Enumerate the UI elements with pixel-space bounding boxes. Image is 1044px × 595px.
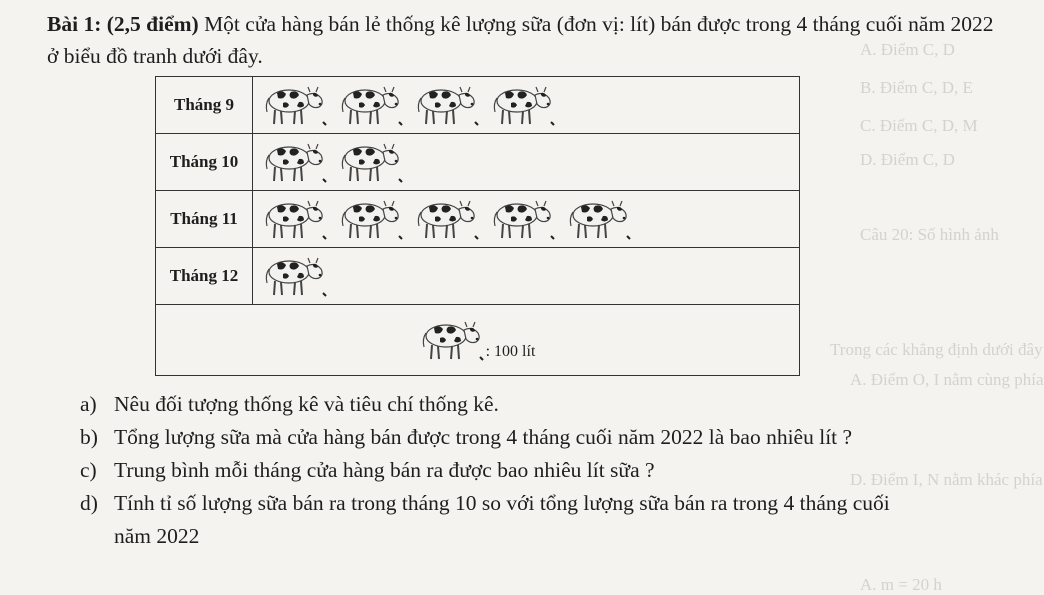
- cow-icon: [415, 82, 479, 128]
- pictograph-row: [156, 134, 800, 191]
- problem-text: Một cửa hàng bán lẻ thống kê lượng sữa (đơn vị: lít) bán được trong 4 tháng cuối năm 2022 ở biểu đồ tranh dưới đây.: [47, 12, 994, 68]
- key-label: : 100 lít: [485, 342, 536, 360]
- question-letter: c): [80, 458, 97, 482]
- month-label: Tháng 12: [156, 248, 253, 305]
- cow-icons-cell: [253, 248, 800, 305]
- pictograph-key-row: [156, 305, 800, 376]
- cow-icons-cell: [253, 191, 800, 248]
- bleed-through-text: A. m = 20 h: [860, 575, 942, 594]
- question-letter: b): [80, 425, 98, 449]
- bleed-through-text: Trong các khẳng định dưới đây: [830, 340, 1043, 359]
- month-label: Tháng 10: [156, 134, 253, 191]
- question-text: Tính tỉ số lượng sữa bán ra trong tháng 10 so với tổng lượng sữa bán ra trong 4 tháng cuối năm 2022: [114, 491, 890, 548]
- question-item: [80, 487, 920, 553]
- cow-icon: [339, 139, 403, 185]
- cow-icon: [263, 82, 327, 128]
- pictograph-table: [155, 76, 800, 376]
- cow-icons-cell: [253, 134, 800, 191]
- question-letter: a): [80, 392, 97, 416]
- cow-icon: [263, 139, 327, 185]
- question-text: Trung bình mỗi tháng cửa hàng bán ra được bao nhiêu lít sữa ?: [114, 458, 655, 482]
- cow-icon: [339, 196, 403, 242]
- question-list: [80, 388, 920, 553]
- bleed-through-text: Câu 20: Số hình ảnh: [860, 225, 999, 244]
- cow-icons-cell: [253, 77, 800, 134]
- pictograph-row: [156, 248, 800, 305]
- question-text: Nêu đối tượng thống kê và tiêu chí thống kê.: [114, 392, 499, 416]
- bleed-through-text: A. Điểm C, D: [860, 40, 955, 59]
- pictograph-key: [156, 305, 800, 376]
- bleed-through-text: D. Điểm I, N nằm khác phía: [850, 470, 1043, 489]
- question-item: [80, 454, 920, 487]
- month-label: Tháng 9: [156, 77, 253, 134]
- question-item: [80, 388, 920, 421]
- month-label: Tháng 11: [156, 191, 253, 248]
- cow-icon: [491, 196, 555, 242]
- bleed-through-text: D. Điểm C, D: [860, 150, 955, 169]
- cow-icon: [567, 196, 631, 242]
- cow-icon: [415, 196, 479, 242]
- bleed-through-text: A. Điểm O, I nằm cùng phía: [850, 370, 1044, 389]
- bleed-through-text: B. Điểm C, D, E: [860, 78, 973, 97]
- cow-icon: [420, 317, 484, 363]
- problem-label: Bài 1: (2,5 điểm): [47, 12, 199, 36]
- cow-icon: [263, 253, 327, 299]
- pictograph-row: [156, 77, 800, 134]
- problem-statement: [47, 8, 997, 72]
- cow-icon: [339, 82, 403, 128]
- question-item: [80, 421, 920, 454]
- cow-icon: [263, 196, 327, 242]
- question-text: Tổng lượng sữa mà cửa hàng bán được trong 4 tháng cuối năm 2022 là bao nhiêu lít ?: [114, 425, 853, 449]
- bleed-through-text: C. Điểm C, D, M: [860, 116, 978, 135]
- pictograph-row: [156, 191, 800, 248]
- cow-icon: [491, 82, 555, 128]
- question-letter: d): [80, 491, 98, 515]
